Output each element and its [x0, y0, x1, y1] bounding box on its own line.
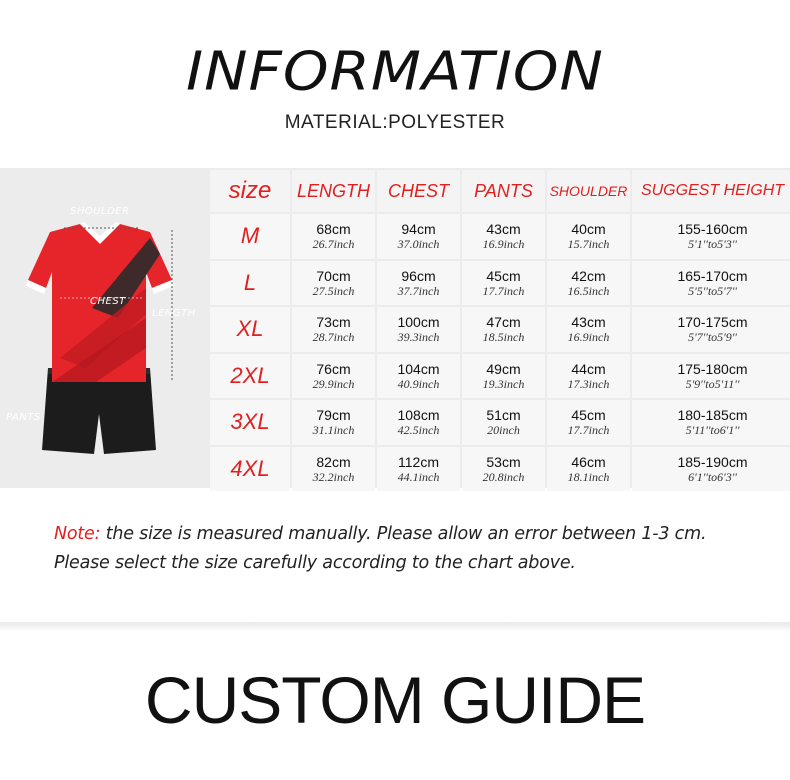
- pants-cell: [462, 354, 545, 399]
- note-text-1: the size is measured manually. Please allow an error between 1-3 cm.: [100, 524, 707, 544]
- pants-cm: 47cm: [486, 314, 521, 331]
- height-cell: [632, 447, 790, 492]
- length-cell: [292, 400, 375, 445]
- height-cell: [632, 214, 790, 259]
- chest-cm: 108cm: [397, 407, 440, 424]
- chest-cm: 104cm: [397, 360, 440, 377]
- pants-cm: 43cm: [486, 221, 521, 238]
- size-cell: [210, 400, 290, 445]
- chest-cell: [377, 261, 460, 306]
- chest-cm: 96cm: [401, 267, 436, 284]
- shoulder-cm: 45cm: [571, 407, 606, 424]
- shoulder-inch: 17.7inch: [567, 423, 610, 438]
- chest-cell: [377, 354, 460, 399]
- size-label: 3XL: [230, 409, 270, 435]
- shoulder-label: SHOULDER: [70, 206, 130, 217]
- pants-cell: [462, 447, 545, 492]
- size-note: [54, 520, 774, 578]
- header-shoulder-label: SHOULDER: [549, 183, 628, 199]
- pants-cell: [462, 400, 545, 445]
- height-ft: 5'5''to5'7'': [688, 283, 737, 298]
- pants-inch: 18.5inch: [482, 330, 525, 345]
- header-length: [292, 170, 375, 212]
- note-label: Note:: [54, 524, 101, 544]
- section-divider: [0, 622, 790, 632]
- chest-cm: 100cm: [397, 314, 440, 331]
- jersey-illustration: [0, 168, 205, 488]
- chest-label: CHEST: [90, 296, 126, 307]
- header-chest: [377, 170, 460, 212]
- length-cell: [292, 261, 375, 306]
- shoulder-cm: 40cm: [571, 221, 606, 238]
- pants-inch: 20.8inch: [482, 469, 525, 484]
- header-length-label: LENGTH: [296, 180, 370, 201]
- length-label: LENGTH: [152, 308, 196, 319]
- shoulder-cm: 43cm: [571, 314, 606, 331]
- length-cell: [292, 354, 375, 399]
- length-cell: [292, 214, 375, 259]
- height-cm: 185-190cm: [677, 453, 748, 470]
- header-size: [210, 170, 290, 212]
- size-cell: [210, 214, 290, 259]
- shoulder-inch: 15.7inch: [567, 237, 610, 252]
- height-cm: 180-185cm: [677, 407, 748, 424]
- height-cell: [632, 400, 790, 445]
- pants-label: PANTS: [6, 412, 41, 423]
- pants-inch: 19.3inch: [482, 376, 525, 391]
- header-pants: [462, 170, 545, 212]
- size-label: M: [240, 223, 260, 249]
- size-cell: [210, 307, 290, 352]
- shoulder-cell: [547, 447, 630, 492]
- height-ft: 5'11''to6'1'': [685, 423, 740, 438]
- header-chest-label: CHEST: [387, 180, 449, 201]
- length-cell: [292, 307, 375, 352]
- header-height-label: SUGGEST HEIGHT: [640, 182, 785, 199]
- height-ft: 5'7''to5'9'': [688, 330, 737, 345]
- chest-cell: [377, 400, 460, 445]
- length-cm: 79cm: [316, 407, 351, 424]
- length-inch: 29.9inch: [312, 376, 355, 391]
- pants-inch: 16.9inch: [482, 237, 525, 252]
- note-line-2: Please select the size carefully according to the chart above.: [54, 553, 576, 573]
- length-cm: 70cm: [316, 267, 351, 284]
- chest-inch: 39.3inch: [397, 330, 440, 345]
- chest-inch: 37.0inch: [397, 237, 440, 252]
- size-label: L: [243, 269, 257, 295]
- size-cell: [210, 354, 290, 399]
- size-label: 4XL: [230, 455, 270, 481]
- chest-cm: 94cm: [401, 221, 436, 238]
- material-label: MATERIAL:POLYESTER: [284, 112, 506, 133]
- height-cm: 170-175cm: [677, 314, 748, 331]
- height-cm: 175-180cm: [677, 360, 748, 377]
- shoulder-cm: 46cm: [571, 453, 606, 470]
- shoulder-cm: 44cm: [571, 360, 606, 377]
- shoulder-cell: [547, 261, 630, 306]
- note-line-1: [54, 520, 774, 549]
- height-ft: 5'9''to5'11'': [685, 376, 740, 391]
- chest-cell: [377, 447, 460, 492]
- shoulder-cell: [547, 307, 630, 352]
- height-cell: [632, 354, 790, 399]
- size-label: 2XL: [230, 362, 270, 388]
- chest-cell: [377, 307, 460, 352]
- length-cm: 76cm: [316, 360, 351, 377]
- pants-cell: [462, 261, 545, 306]
- length-inch: 26.7inch: [312, 237, 355, 252]
- shoulder-inch: 16.9inch: [567, 330, 610, 345]
- header-shoulder: [547, 170, 630, 212]
- shoulder-inch: 17.3inch: [567, 376, 610, 391]
- pants-cm: 53cm: [486, 453, 521, 470]
- length-cm: 68cm: [316, 221, 351, 238]
- pants-inch: 20inch: [487, 423, 520, 438]
- chest-cm: 112cm: [398, 453, 439, 470]
- length-inch: 32.2inch: [312, 469, 355, 484]
- chest-cell: [377, 214, 460, 259]
- chest-inch: 40.9inch: [397, 376, 440, 391]
- pants-cm: 51cm: [486, 407, 521, 424]
- shoulder-cell: [547, 214, 630, 259]
- size-table: [210, 170, 790, 491]
- length-inch: 31.1inch: [312, 423, 355, 438]
- chest-inch: 37.7inch: [397, 283, 440, 298]
- height-cell: [632, 307, 790, 352]
- length-inch: 28.7inch: [312, 330, 355, 345]
- length-cm: 73cm: [316, 314, 351, 331]
- length-cm: 82cm: [316, 453, 351, 470]
- header-pants-label: PANTS: [474, 180, 533, 201]
- shoulder-cm: 42cm: [571, 267, 606, 284]
- height-cell: [632, 261, 790, 306]
- pants-inch: 17.7inch: [482, 283, 525, 298]
- length-inch: 27.5inch: [312, 283, 355, 298]
- height-cm: 155-160cm: [677, 221, 748, 238]
- size-cell: [210, 447, 290, 492]
- header-size-label: size: [228, 177, 272, 204]
- size-cell: [210, 261, 290, 306]
- custom-guide-title: CUSTOM GUIDE: [144, 663, 646, 737]
- length-cell: [292, 447, 375, 492]
- height-cm: 165-170cm: [677, 267, 748, 284]
- shoulder-cell: [547, 400, 630, 445]
- pants-cm: 49cm: [486, 360, 521, 377]
- height-ft: 6'1''to6'3'': [688, 469, 737, 484]
- pants-cm: 45cm: [486, 267, 521, 284]
- chest-inch: 44.1inch: [397, 469, 440, 484]
- pants-cell: [462, 307, 545, 352]
- size-label: XL: [236, 316, 264, 342]
- height-ft: 5'1''to5'3'': [688, 237, 737, 252]
- shoulder-inch: 16.5inch: [567, 283, 610, 298]
- chest-inch: 42.5inch: [397, 423, 440, 438]
- shoulder-inch: 18.1inch: [567, 469, 610, 484]
- shoulder-cell: [547, 354, 630, 399]
- header-height: [632, 170, 790, 212]
- page-title: INFORMATION: [186, 39, 604, 103]
- pants-cell: [462, 214, 545, 259]
